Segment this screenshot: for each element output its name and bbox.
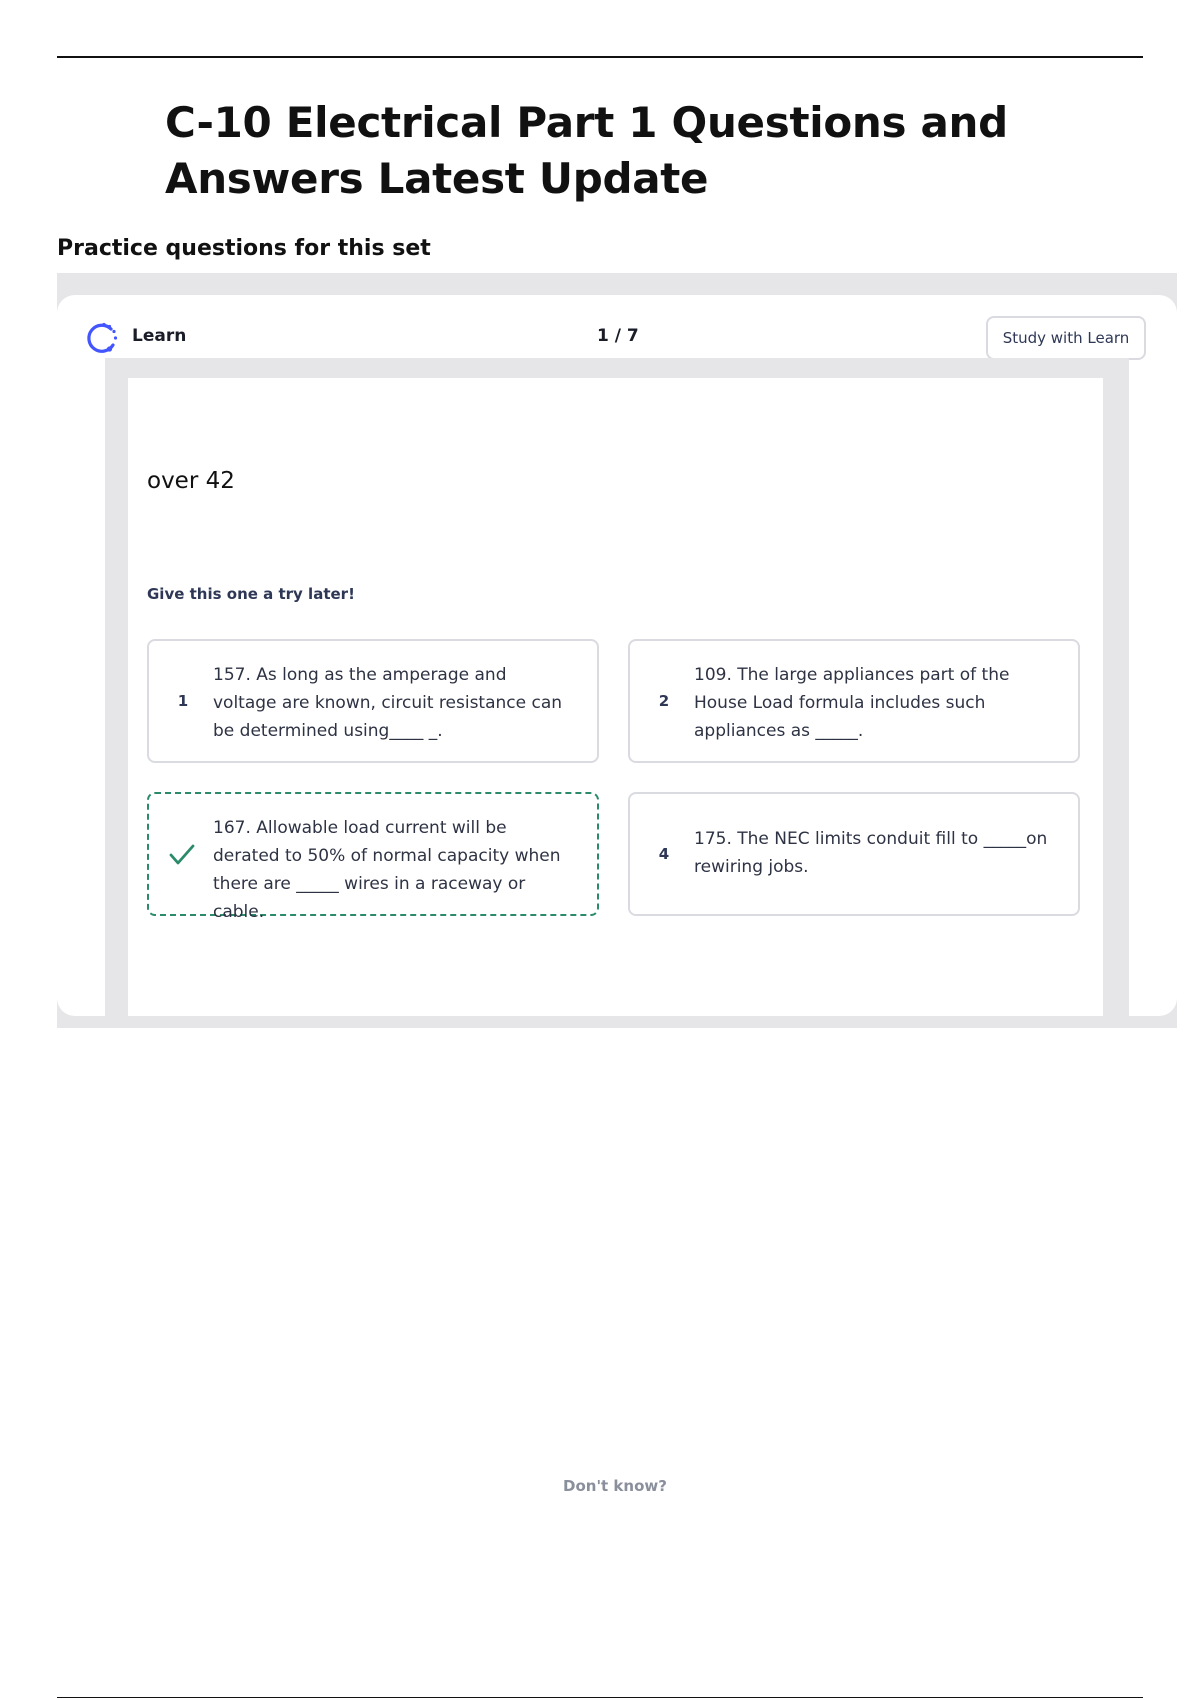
learn-label: Learn [132, 326, 187, 346]
answer-option-1[interactable] [147, 639, 599, 763]
dont-know-link[interactable]: Don't know? [563, 1477, 667, 1495]
option-number: 4 [658, 845, 670, 863]
section-title: Practice questions for this set [57, 236, 431, 261]
hint-text: Give this one a try later! [147, 585, 355, 603]
page-title: C-10 Electrical Part 1 Questions and Answers Latest Update [165, 98, 1008, 203]
option-number: 2 [658, 692, 670, 710]
question-card-backdrop [105, 358, 1129, 1016]
study-with-learn-button[interactable]: Study with Learn [986, 316, 1146, 360]
answer-option-2[interactable] [628, 639, 1080, 763]
top-rule [57, 56, 1143, 58]
answer-option-3-correct[interactable] [147, 792, 599, 922]
bottom-rule [57, 1697, 1143, 1698]
learn-widget-frame [57, 273, 1177, 1028]
option-number: 1 [177, 692, 189, 710]
option-text: 167. Allowable load current will be derated to 50% of normal capacity when there are _____ wires in a raceway or cable. [213, 818, 561, 922]
learn-panel [57, 295, 1177, 1016]
answer-option-4[interactable] [628, 792, 1080, 916]
question-card [128, 378, 1103, 1016]
option-text: 109. The large appliances part of the House Load formula includes such appliances as _____. [694, 665, 1010, 741]
question-term: over 42 [147, 468, 235, 494]
check-icon [167, 840, 197, 870]
learn-spinner-icon [85, 321, 119, 355]
progress-counter: 1 / 7 [597, 326, 639, 346]
option-text: 157. As long as the amperage and voltage are known, circuit resistance can be determined using____ _. [213, 665, 563, 741]
option-text: 175. The NEC limits conduit fill to _____on rewiring jobs. [694, 829, 1048, 877]
